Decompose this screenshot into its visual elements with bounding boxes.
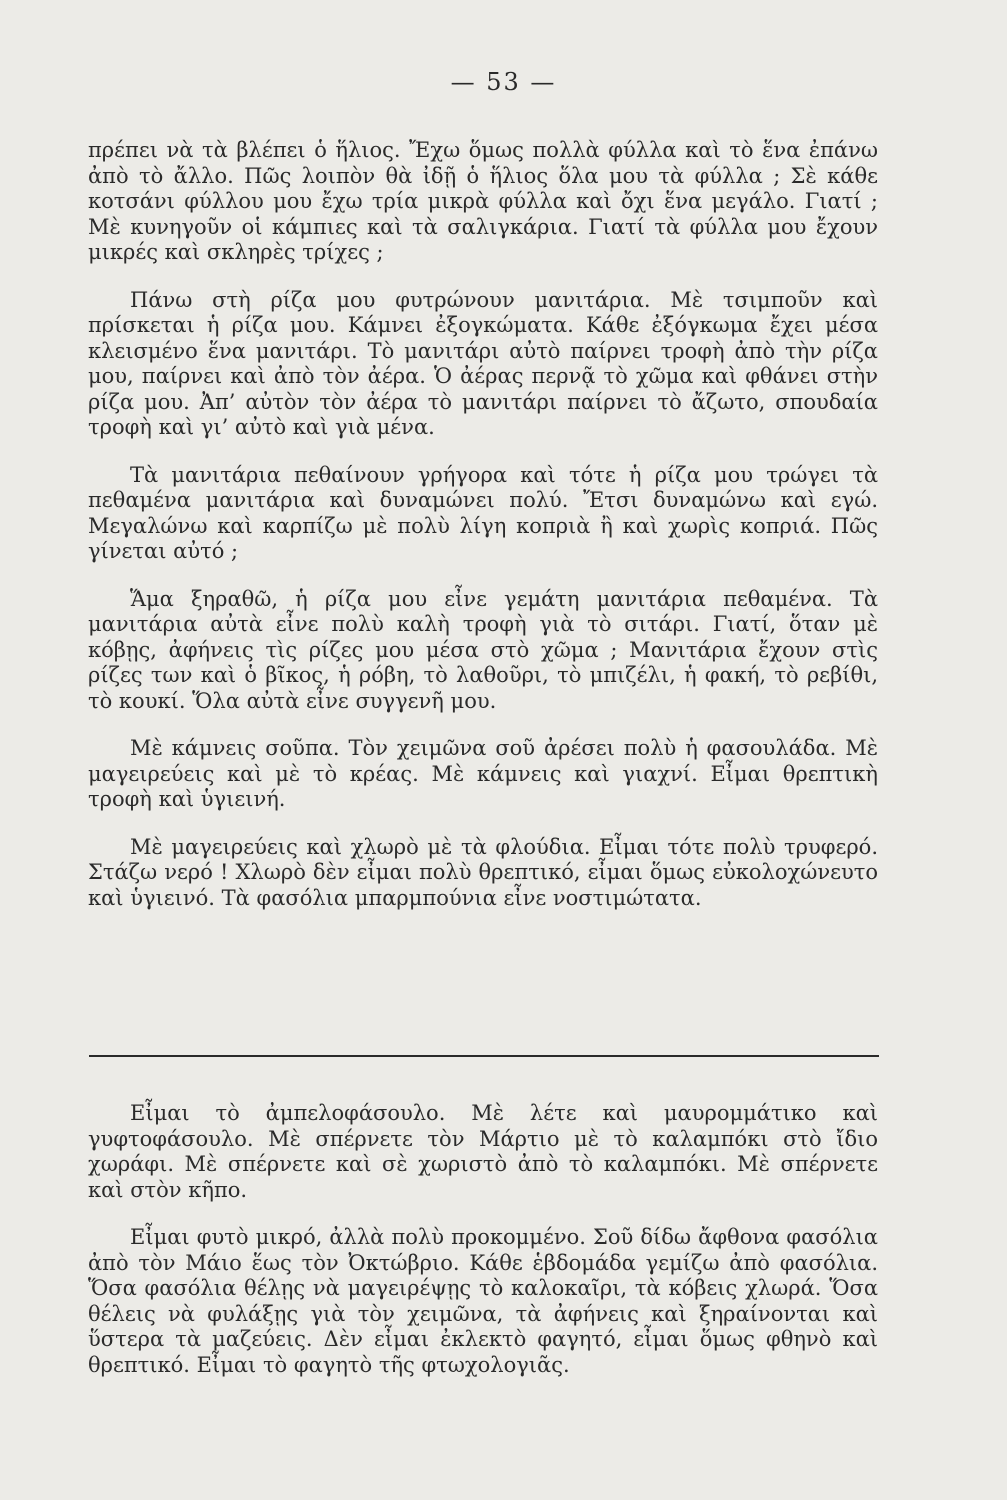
- section-2: [88, 1101, 878, 1400]
- section-1: [88, 138, 878, 933]
- paragraph: Τὰ μανιτάρια πεθαίνουν γρήγορα καὶ τότε ἡ ρίζα μου τρώγει τὰ πεθαμένα μανιτάρια καὶ δυναμώνει πολύ. Ἔτσι δυναμώνω καὶ εγώ. Μεγαλώνω καὶ καρπίζω μὲ πολὺ λίγη κοπριὰ ἢ καὶ χωρὶς κοπριά. Πῶς γίνεται αὐτό ;: [88, 462, 878, 563]
- paragraph: πρέπει νὰ τὰ βλέπει ὁ ἥλιος. Ἔχω ὅμως πολλὰ φύλλα καὶ τὸ ἕνα ἐπάνω ἀπὸ τὸ ἄλλο. Πῶς λοιπὸν θὰ ἰδῇ ὁ ἥλιος ὅλα μου τὰ φύλλα ; Σὲ κάθε κοτσάνι φύλλου μου ἔχω τρία μικρὰ φύλλα καὶ ὄχι ἕνα μεγάλο. Γιατί ; Μὲ κυνηγοῦν οἱ κάμπιες καὶ τὰ σαλιγκάρια. Γιατί τὰ φύλλα μου ἔχουν μικρές καὶ σκληρὲς τρίχες ;: [88, 138, 878, 264]
- section-divider: [89, 1055, 879, 1057]
- paragraph: Μὲ κάμνεις σοῦπα. Τὸν χειμῶνα σοῦ ἀρέσει πολὺ ἡ φασουλάδα. Μὲ μαγειρεύεις καὶ μὲ τὸ κρέας. Μὲ κάμνεις καὶ γιαχνί. Εἶμαι θρεπτικὴ τροφὴ καὶ ὑγιεινή.: [88, 736, 878, 811]
- paragraph: Εἶμαι φυτὸ μικρό, ἀλλὰ πολὺ προκομμένο. Σοῦ δίδω ἄφθονα φασόλια ἀπὸ τὸν Μάιο ἕως τὸν Ὀκτώβριο. Κάθε ἑβδομάδα γεμίζω ἀπὸ φασόλια. Ὅσα φασόλια θέλῃς νὰ μαγειρέψῃς τὸ καλοκαῖρι, τὰ κόβεις χλωρά. Ὅσα θέλεις νὰ φυλάξῃς γιὰ τὸν χειμῶνα, τὰ ἀφήνεις καὶ ξηραίνονται καὶ ὕστερα τὰ μαζεύεις. Δὲν εἶμαι ἐκλεκτὸ φαγητό, εἶμαι ὅμως φθηνὸ καὶ θρεπτικό. Εἶμαι τὸ φαγητὸ τῆς φτωχολογιᾶς.: [88, 1225, 878, 1377]
- paragraph: Πάνω στὴ ρίζα μου φυτρώνουν μανιτάρια. Μὲ τσιμποῦν καὶ πρίσκεται ἡ ρίζα μου. Κάμνει ἐξογκώματα. Κάθε ἐξόγκωμα ἔχει μέσα κλεισμένο ἕνα μανιτάρι. Τὸ μανιτάρι αὐτὸ παίρνει τροφὴ ἀπὸ τὴν ρίζα μου, παίρνει καὶ ἀπὸ τὸν ἀέρα. Ὁ ἀέρας περνᾷ τὸ χῶμα καὶ φθάνει στὴν ρίζα μου. Ἀπ’ αὐτὸν τὸν ἀέρα τὸ μανιτάρι παίρνει τὸ ἄζωτο, σπουδαία τροφὴ καὶ γι’ αὐτὸ καὶ γιὰ μένα.: [88, 287, 878, 439]
- paragraph: Ἅμα ξηραθῶ, ἡ ρίζα μου εἶνε γεμάτη μανιτάρια πεθαμένα. Τὰ μανιτάρια αὐτὰ εἶνε πολὺ καλὴ τροφὴ γιὰ τὸ σιτάρι. Γιατί, ὅταν μὲ κόβῃς, ἀφήνεις τὶς ρίζες μου μέσα στὸ χῶμα ; Μανιτάρια ἔχουν στὶς ρίζες των καὶ ὁ βῖκος, ἡ ρόβη, τὸ λαθοῦρι, τὸ μπιζέλι, ἡ φακή, τὸ ρεβίθι, τὸ κουκί. Ὅλα αὐτὰ εἶνε συγγενῆ μου.: [88, 586, 878, 713]
- paragraph: Εἶμαι τὸ ἀμπελοφάσουλο. Μὲ λέτε καὶ μαυρομμάτικο καὶ γυφτοφάσουλο. Μὲ σπέρνετε τὸν Μάρτιο μὲ τὸ καλαμπόκι στὸ ἴδιο χωράφι. Μὲ σπέρνετε καὶ σὲ χωριστὸ ἀπὸ τὸ καλαμπόκι. Μὲ σπέρνετε καὶ στὸν κῆπο.: [88, 1101, 878, 1202]
- paragraph: Μὲ μαγειρεύεις καὶ χλωρὸ μὲ τὰ φλούδια. Εἶμαι τότε πολὺ τρυφερό. Στάζω νερό ! Χλωρὸ δὲν εἶμαι πολὺ θρεπτικό, εἶμαι ὅμως εὐκολοχώνευτο καὶ ὑγιεινό. Τὰ φασόλια μπαρμπούνια εἶνε νοστιμώτατα.: [88, 834, 878, 910]
- page-number: — 53 —: [450, 68, 557, 96]
